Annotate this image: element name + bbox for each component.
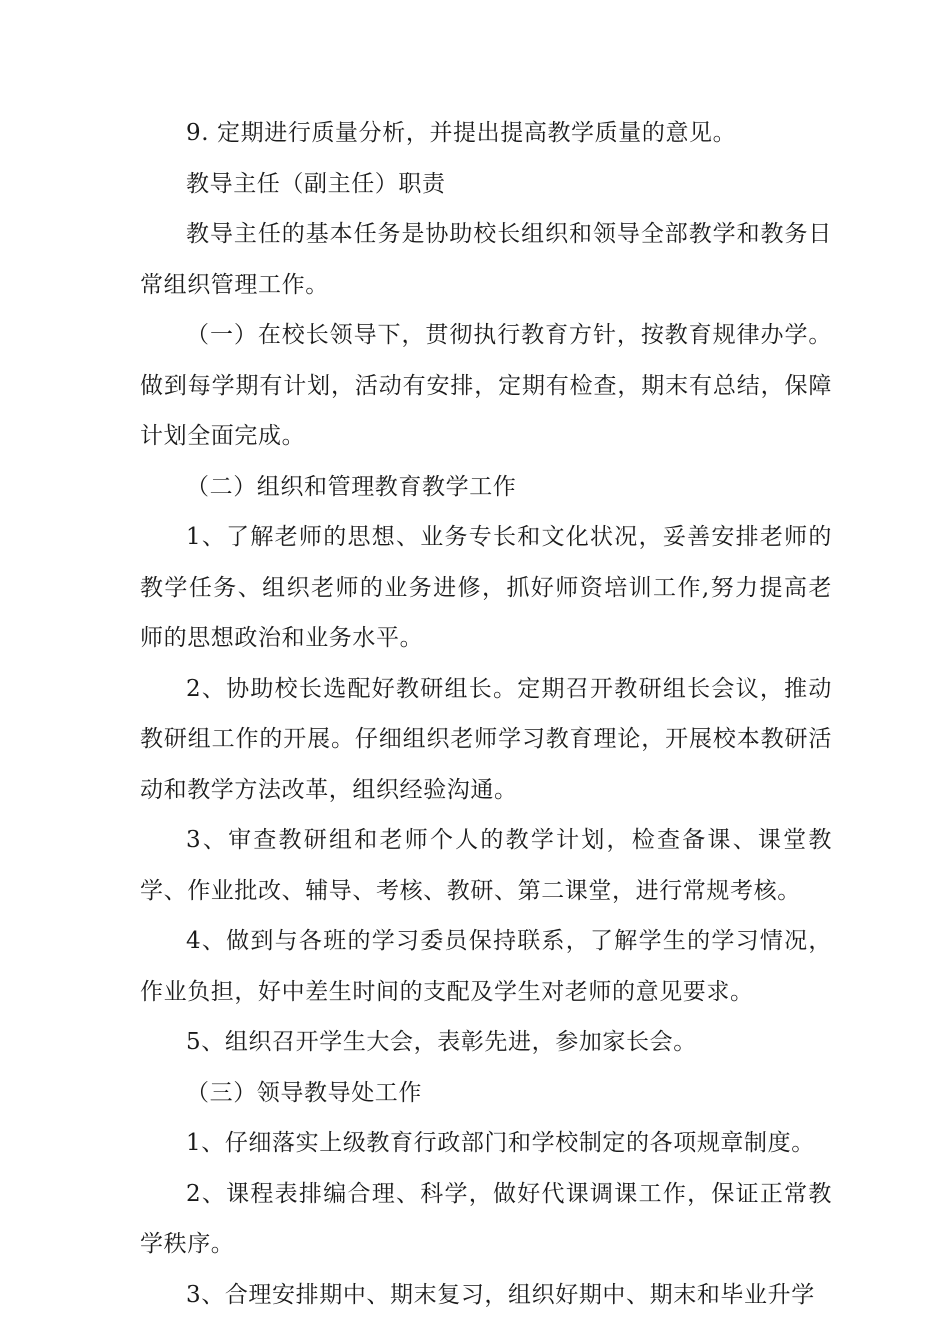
paragraph-item-2-timetable: 2、课程表排编合理、科学，做好代课调课工作，保证正常教学秩序。 [140, 1180, 832, 1257]
paragraph-item-5-student-assembly: 5、组织召开学生大会，表彰先进，参加家长会。 [186, 1029, 697, 1055]
document-body [140, 108, 832, 1320]
paragraph-item-4-class-contact: 4、做到与各班的学习委员保持联系，了解学生的学习情况，作业负担，好中差生时间的支配及学生对老师的意见要求。 [140, 928, 832, 1005]
section-heading-dean-duties: 教导主任（副主任）职责 [186, 170, 446, 197]
subheading-section-three: （三）领导教导处工作 [186, 1079, 422, 1106]
subheading-section-two: （二）组织和管理教育教学工作 [186, 473, 517, 500]
paragraph-item-3-exams: 3、合理安排期中、期末复习，组织好期中、期末和毕业升学 [186, 1281, 815, 1308]
paragraph-item-2-research-groups: 2、协助校长选配好教研组长。定期召开教研组长会议，推动教研组工作的开展。仔细组织老师学习教育理论，开展校本教研活动和教学方法改革，组织经验沟通。 [140, 675, 832, 803]
paragraph-item-1-regulations: 1、仔细落实上级教育行政部门和学校制定的各项规章制度。 [186, 1130, 815, 1156]
paragraph-dean-basic-task: 教导主任的基本任务是协助校长组织和领导全部教学和教务日常组织管理工作。 [140, 221, 832, 298]
paragraph-item-9-quality-analysis: 9. 定期进行质量分析，并提出提高教学质量的意见。 [186, 120, 737, 146]
paragraph-item-3-review-plans: 3、审查教研组和老师个人的教学计划，检查备课、课堂教学、作业批改、辅导、考核、教研、第二课堂，进行常规考核。 [140, 827, 832, 904]
paragraph-item-1-teachers: 1、了解老师的思想、业务专长和文化状况，妥善安排老师的教学任务、组织老师的业务进修，抓好师资培训工作,努力提高老师的思想政治和业务水平。 [140, 524, 832, 651]
paragraph-section-one: （一）在校长领导下，贯彻执行教育方针，按教育规律办学。做到每学期有计划，活动有安排，定期有检查，期末有总结，保障计划全面完成。 [140, 322, 832, 449]
